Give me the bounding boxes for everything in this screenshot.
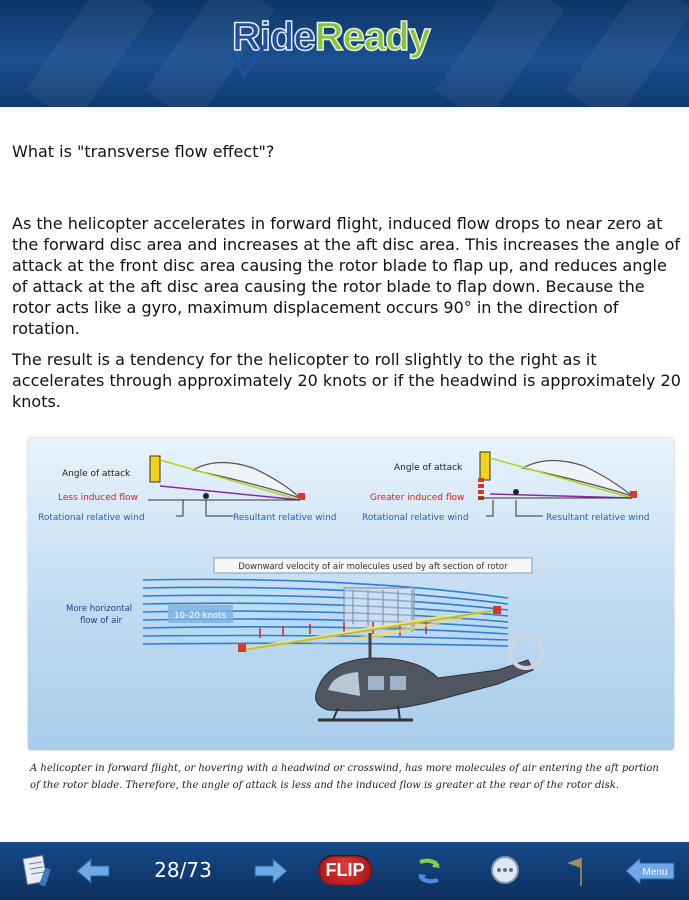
left-induced-label: Less induced flow [58,493,138,503]
transverse-flow-diagram [28,438,674,750]
right-result-label: Resultant relative wind [546,513,650,523]
notes-icon [20,854,54,888]
left-result-label: Resultant relative wind [233,513,337,523]
right-induced-label: Greater induced flow [370,493,465,503]
left-rrw-label: Rotational relative wind [38,513,145,523]
horizontal-flow-label-1: More horizontal [66,604,133,614]
rideready-logo: RideReady [232,14,430,60]
menu-icon [624,856,676,886]
menu-label: Menu [642,867,668,878]
bottom-toolbar [0,842,689,900]
checkmark-icon [228,44,268,84]
horizontal-flow-label-2: flow of air [80,616,123,626]
next-arrow-icon [253,857,289,885]
previous-page-button[interactable] [72,842,114,900]
right-rrw-label: Rotational relative wind [362,513,469,523]
notes-button[interactable] [16,842,58,900]
right-airfoil-diagram [362,452,650,523]
figure-caption: A helicopter in forward flight, or hovering with a headwind or crosswind, has more molecules of air entering the aft portion of the rotor blade. Therefore, the angle of attack is less and the induced flow is greater at the rear of the rotor disk. [30,763,659,791]
answer-paragraph-1: As the helicopter accelerates in forward flight, induced flow drops to near zero at the forward disc area and increases at the aft disc area. This increases the angle of attack at the front disc area causing the rotor blade to flap up, and reduces angle of attack at the aft disc area causing the rotor blade to flap down. Because the rotor acts like a gyro, maximum displacement occurs 90° in the direction of rotation. [12,214,680,338]
right-aoa-label: Angle of attack [394,463,463,473]
flip-button[interactable]: FLIP [318,855,372,885]
app-header [0,0,689,107]
prev-arrow-icon [75,857,111,885]
answer-paragraph-2: The result is a tendency for the helicopter to roll slightly to the right as it accelerates through approximately 20 knots or if the headwind is approximately 20 knots. [12,350,681,411]
menu-button[interactable] [624,842,676,900]
helicopter-illustration [316,633,542,720]
flag-icon [563,854,591,888]
downward-velocity-label: Downward velocity of air molecules used by aft section of rotor [238,562,508,572]
page-indicator: 28/73 [154,858,212,882]
question-text: What is "transverse flow effect"? [12,142,275,161]
answer-text [12,213,686,422]
left-aoa-label: Angle of attack [62,469,131,479]
shuffle-icon [412,854,446,888]
comments-button[interactable] [484,842,526,900]
shuffle-button[interactable] [408,842,450,900]
left-airfoil-diagram [38,456,337,523]
chat-icon [488,854,522,888]
next-page-button[interactable] [250,842,292,900]
knots-label: 10–20 knots [174,611,226,621]
flag-button[interactable] [560,842,594,900]
